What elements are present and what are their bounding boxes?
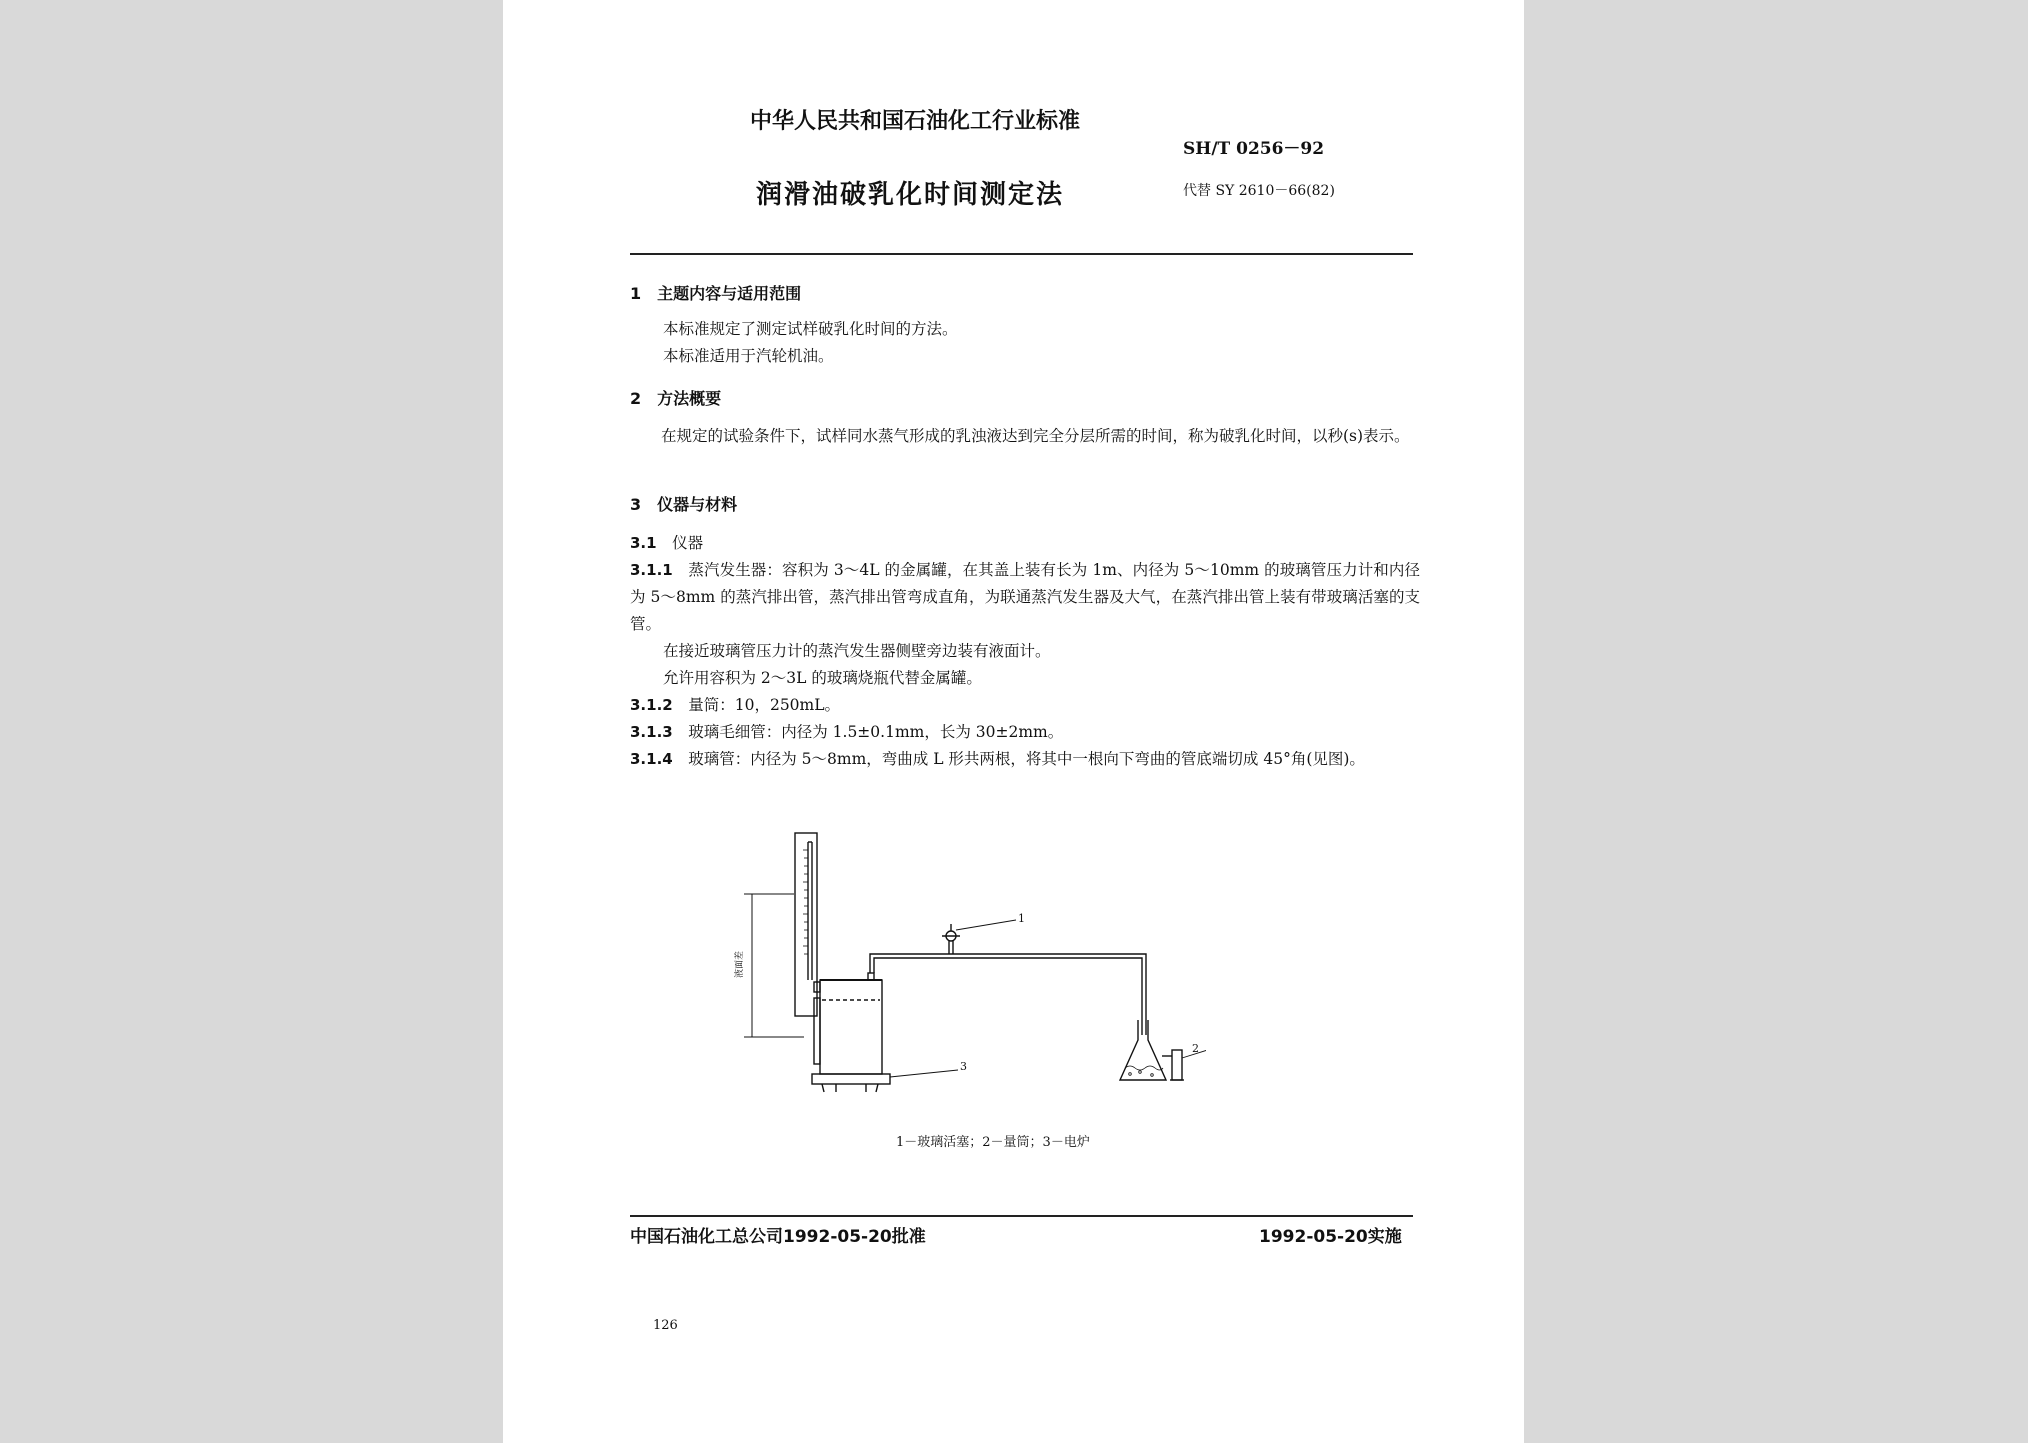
flask-liquid [1125, 1066, 1163, 1076]
callout-3: 3 [960, 1060, 967, 1073]
header-rule [630, 253, 1413, 255]
clause-number: 3.1.2 [630, 696, 673, 714]
steam-outlet-pipe [870, 954, 1146, 1035]
section-3-heading: 3 仪器与材料 [630, 495, 738, 514]
callout-1: 1 [1018, 912, 1025, 925]
receiving-flask [1120, 1020, 1166, 1080]
document-page [503, 0, 1524, 1443]
section-1-paragraph-2: 本标准适用于汽轮机油。 [663, 347, 834, 365]
clause-number: 3.1 [630, 534, 657, 552]
electric-stove [812, 1074, 890, 1084]
section-2-heading: 2 方法概要 [630, 389, 722, 408]
callout-3-leader [890, 1070, 958, 1077]
steam-generator [820, 980, 882, 1074]
section-1-heading: 1 主题内容与适用范围 [630, 284, 802, 303]
footer-rule [630, 1215, 1413, 1217]
clause-3-1-1-paragraph-2: 在接近玻璃管压力计的蒸汽发生器侧壁旁边装有液面计。 [663, 642, 1051, 660]
clause-text: 仪器 [672, 534, 704, 552]
section-2-paragraph: 在规定的试验条件下，试样同水蒸气形成的乳浊液达到完全分层所需的时间，称为破乳化时间，以秒(s)表示。 [661, 427, 1410, 445]
level-difference-label: 液面差 [735, 950, 745, 978]
replaces-standard: 代替 SY 2610－66(82) [1183, 183, 1335, 199]
clause-number: 3.1.1 [630, 561, 673, 579]
clause-3-1-1-paragraph-3: 允许用容积为 2～3L 的玻璃烧瓶代替金属罐。 [663, 669, 982, 687]
section-1-paragraph-1: 本标准规定了测定试样破乳化时间的方法。 [663, 320, 958, 338]
clause-3-1-2 [630, 692, 840, 719]
callout-2: 2 [1192, 1042, 1199, 1055]
clause-3-1-4 [630, 746, 1365, 773]
clause-text: 玻璃管：内径为 5～8mm，弯曲成 L 形共两根，将其中一根向下弯曲的管底端切成 45°角(见图)。 [688, 750, 1365, 768]
clause-text: 蒸汽发生器：容积为 3～4L 的金属罐，在其盖上装有长为 1m、内径为 5～10mm 的玻璃管压力计和内径为 5～8mm 的蒸汽排出管，蒸汽排出管弯成直角，为联通蒸汽发生器及大气，在蒸汽排出管上装有带玻璃活塞的支管。 [630, 561, 1420, 633]
page-number: 126 [653, 1318, 678, 1333]
apparatus-diagram [726, 830, 1206, 1100]
graduated-cylinder [1162, 1050, 1184, 1080]
clause-number: 3.1.3 [630, 723, 673, 741]
effective-date: 1992-05-20实施 [1259, 1227, 1402, 1247]
glass-stopcock [942, 924, 960, 954]
issuing-organization: 中华人民共和国石油化工行业标准 [750, 109, 1081, 134]
clause-number: 3.1.4 [630, 750, 673, 768]
approval-statement: 中国石油化工总公司1992-05-20批准 [630, 1227, 926, 1247]
manometer-tube [808, 842, 812, 980]
clause-text: 量筒：10，250mL。 [688, 696, 841, 714]
clause-text: 玻璃毛细管：内径为 1.5±0.1mm，长为 30±2mm。 [688, 723, 1064, 741]
standard-code: SH/T 0256－92 [1183, 139, 1325, 159]
clause-3-1 [630, 530, 703, 557]
figure-caption: 1－玻璃活塞；2－量筒；3－电炉 [896, 1135, 1090, 1150]
callout-1-leader [956, 920, 1016, 930]
document-title: 润滑油破乳化时间测定法 [756, 180, 1065, 210]
manometer-scale [803, 850, 808, 954]
clause-3-1-3 [630, 719, 1063, 746]
clause-3-1-1 [630, 557, 1420, 638]
